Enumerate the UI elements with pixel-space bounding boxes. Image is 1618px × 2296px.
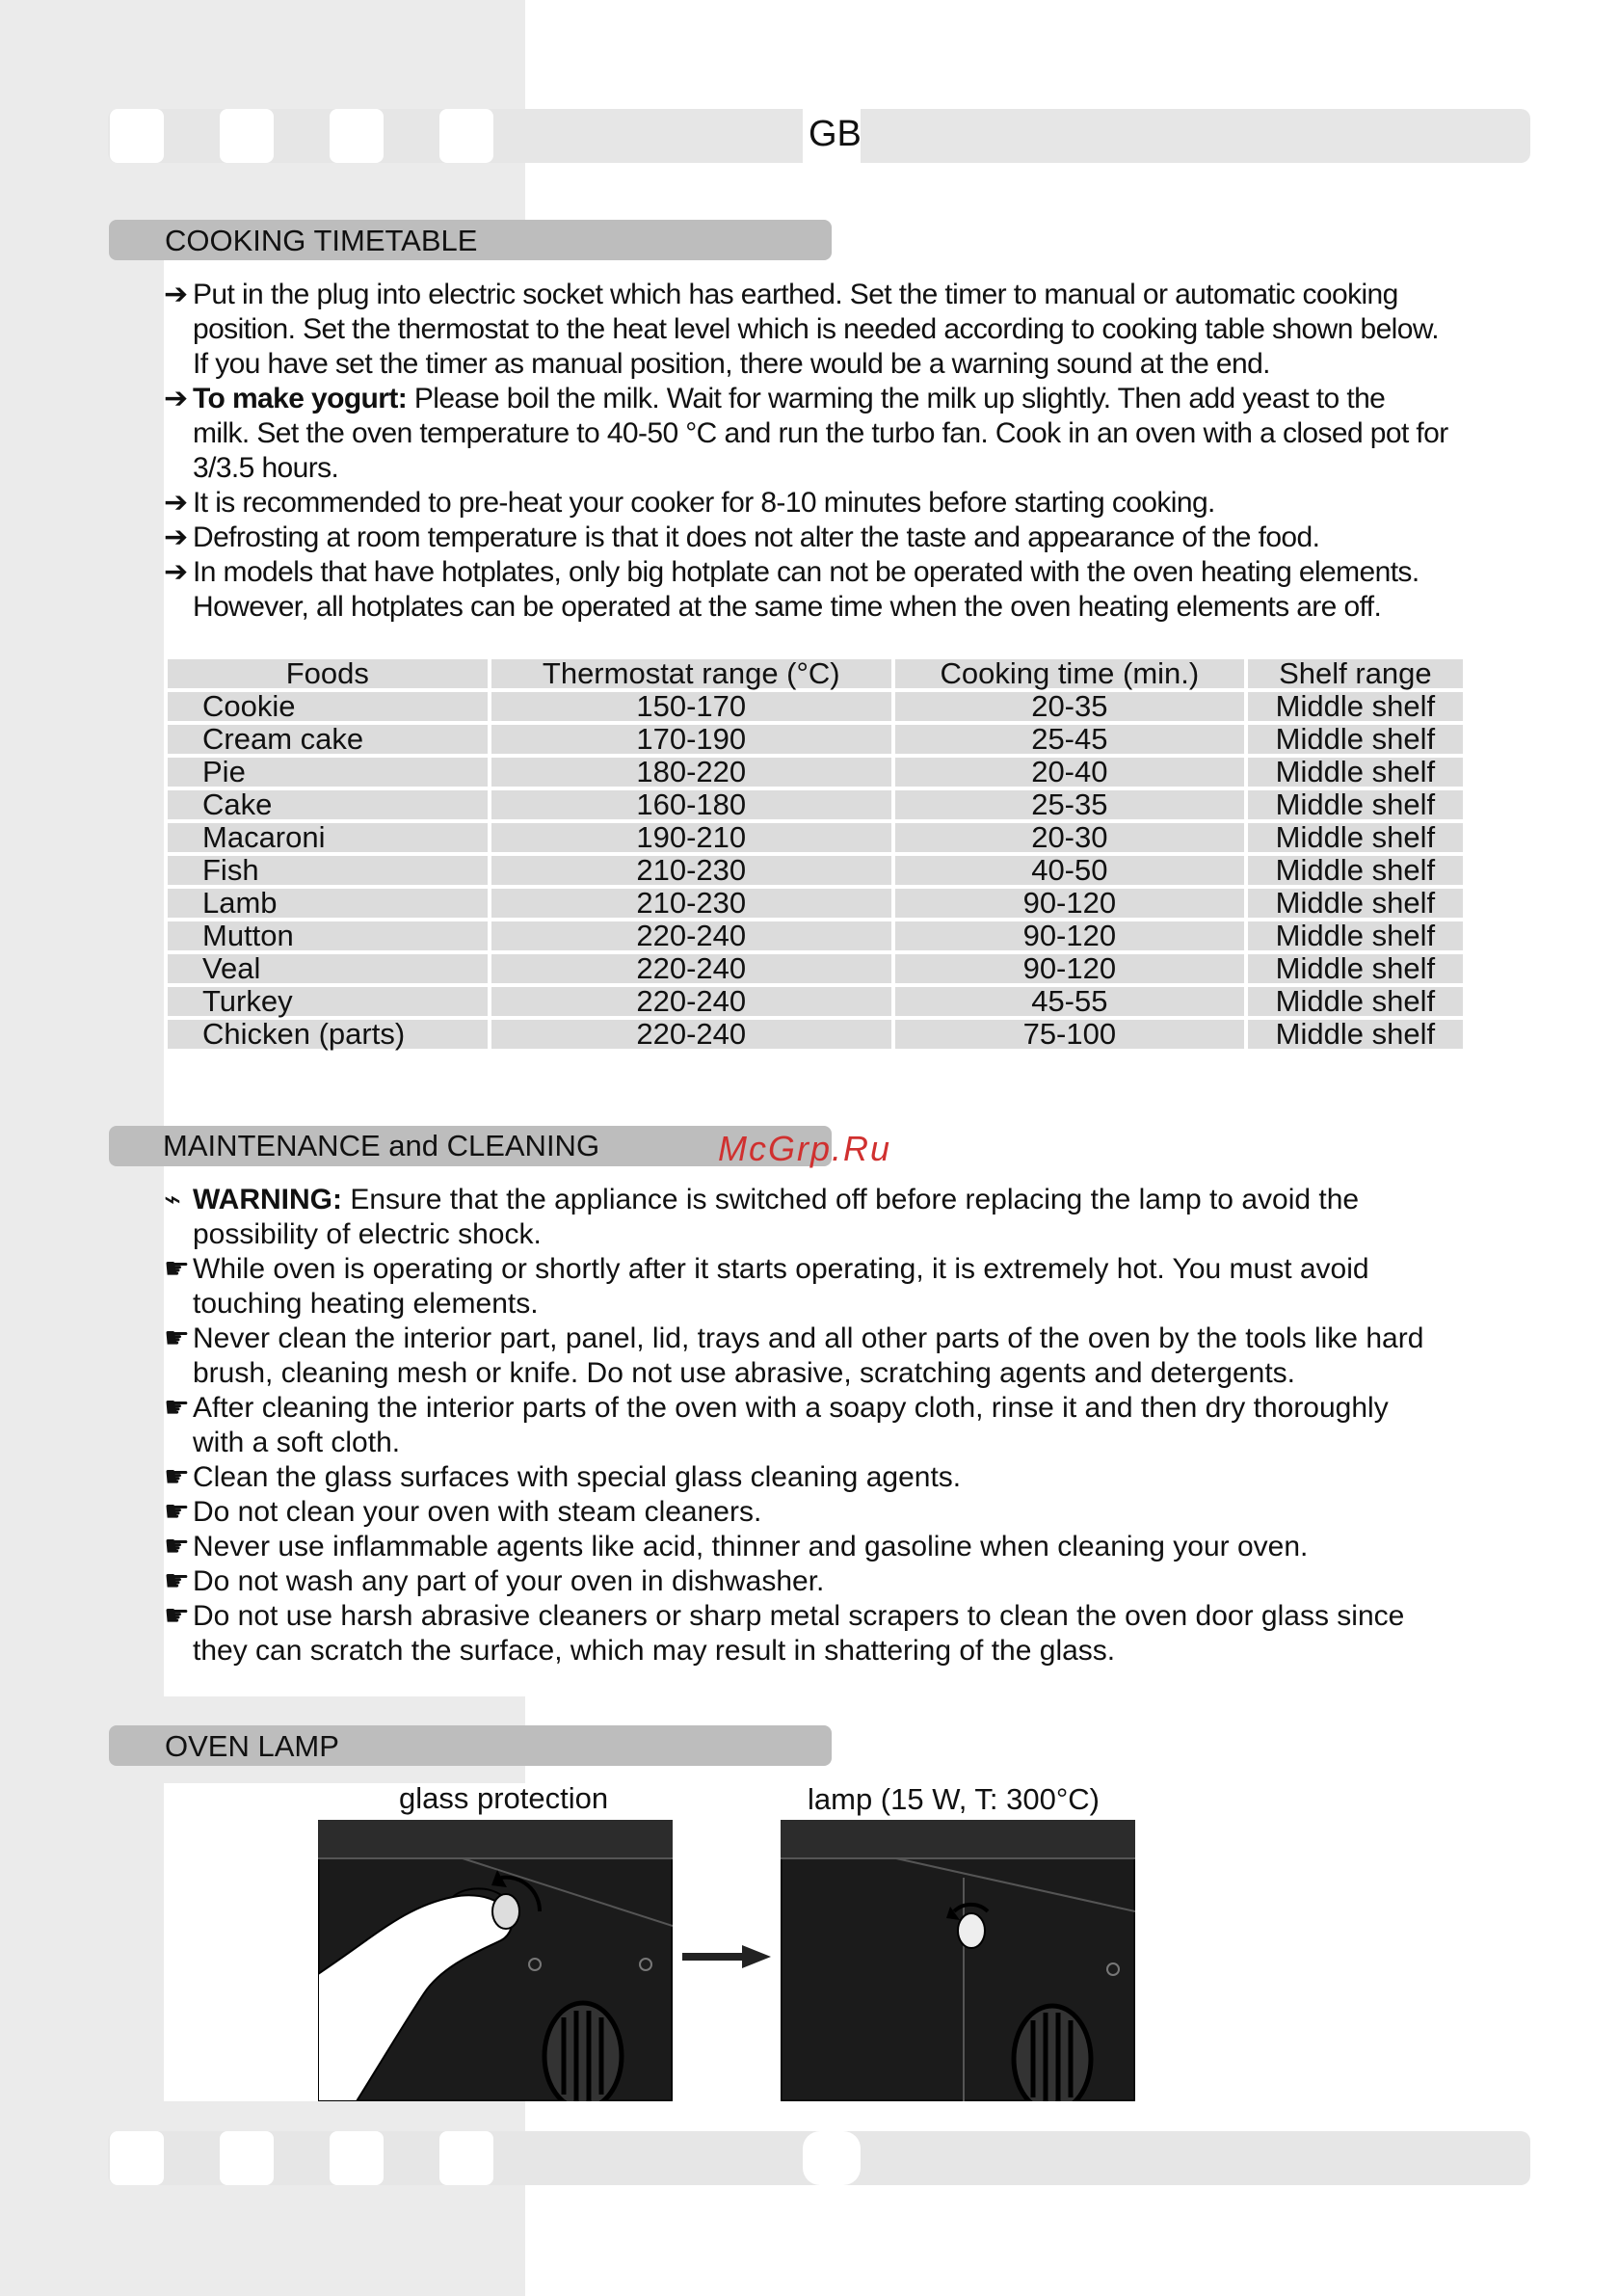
bullet-text: possibility of electric shock. xyxy=(193,1218,542,1250)
pointing-hand-icon: ☛ xyxy=(164,1600,190,1632)
section-title-maintenance: MAINTENANCE and CLEANING xyxy=(163,1129,600,1162)
table-cell: Middle shelf xyxy=(1246,920,1465,952)
bullet-text: with a soft cloth. xyxy=(193,1427,401,1458)
bullet-item xyxy=(164,1460,1532,1495)
bullet-line xyxy=(193,1217,1532,1252)
bullet-item xyxy=(164,1530,1532,1564)
pointing-hand-icon: ☛ xyxy=(164,1565,190,1597)
bullet-line xyxy=(193,382,1532,416)
table-body xyxy=(166,690,1465,1051)
table-header-row xyxy=(166,657,1465,690)
oven-lamp-illustration xyxy=(781,1820,1135,2101)
table-cell: Cream cake xyxy=(166,723,490,756)
bullet-item xyxy=(164,1564,1532,1599)
table-cell: 20-35 xyxy=(893,690,1246,723)
header-square xyxy=(330,109,384,163)
arrow-bullet-icon: ➔ xyxy=(164,556,188,588)
bullet-line xyxy=(193,590,1532,625)
bullet-line xyxy=(193,1426,1532,1460)
bullet-line xyxy=(193,1564,1532,1599)
bullet-text: Clean the glass surfaces with special glass cleaning agents. xyxy=(193,1461,962,1493)
table-cell: Lamb xyxy=(166,887,490,920)
table-cell: 210-230 xyxy=(490,887,893,920)
table-cell: 45-55 xyxy=(893,985,1246,1018)
bullet-line xyxy=(193,278,1532,312)
bullet-item xyxy=(164,1495,1532,1530)
table-cell: Middle shelf xyxy=(1246,854,1465,887)
bullet-line xyxy=(193,1183,1532,1217)
bullet-text: It is recommended to pre-heat your cooker for 8-10 minutes before starting cooking. xyxy=(193,487,1215,519)
oven-glass-protection-illustration xyxy=(318,1820,673,2101)
bullet-text: Defrosting at room temperature is that it does not alter the taste and appearance of the food. xyxy=(193,521,1320,553)
table-cell: 20-30 xyxy=(893,821,1246,854)
table-header-cell: Foods xyxy=(166,657,490,690)
cooking-instructions xyxy=(164,278,1532,625)
bullet-bold-lead: WARNING: xyxy=(193,1184,342,1215)
table-row xyxy=(166,723,1465,756)
table-cell: 25-45 xyxy=(893,723,1246,756)
bullet-text: position. Set the thermostat to the heat level which is needed according to cooking table shown below. xyxy=(193,313,1439,345)
bullet-item xyxy=(164,382,1532,486)
bullet-text: Never clean the interior part, panel, lid, trays and all other parts of the oven by the tools like hard xyxy=(193,1322,1424,1354)
bullet-line xyxy=(193,1634,1532,1669)
bullet-text: While oven is operating or shortly after it starts operating, it is extremely hot. You must avoid xyxy=(193,1253,1369,1285)
table-cell: Middle shelf xyxy=(1246,1018,1465,1051)
arrow-right-icon xyxy=(682,1945,771,1968)
header-square xyxy=(439,109,493,163)
bullet-text: After cleaning the interior parts of the oven with a soapy cloth, rinse it and then dry thoroughly xyxy=(193,1392,1389,1424)
bullet-line xyxy=(193,312,1532,347)
bullet-item xyxy=(164,1252,1532,1322)
table-cell: 40-50 xyxy=(893,854,1246,887)
table-cell: Middle shelf xyxy=(1246,887,1465,920)
table-cell: Mutton xyxy=(166,920,490,952)
table-row xyxy=(166,756,1465,788)
table-cell: Veal xyxy=(166,952,490,985)
table-row xyxy=(166,985,1465,1018)
table-cell: 90-120 xyxy=(893,952,1246,985)
table-cell: 160-180 xyxy=(490,788,893,821)
table-cell: Middle shelf xyxy=(1246,985,1465,1018)
table-cell: 220-240 xyxy=(490,1018,893,1051)
bullet-line xyxy=(193,1252,1532,1287)
bullet-line xyxy=(193,1460,1532,1495)
watermark: McGrp.Ru xyxy=(718,1129,892,1168)
bullet-line xyxy=(193,347,1532,382)
table-cell: 220-240 xyxy=(490,920,893,952)
table-cell: 210-230 xyxy=(490,854,893,887)
bullet-line xyxy=(193,1287,1532,1322)
bullet-item xyxy=(164,1599,1532,1669)
pointing-hand-icon: ☛ xyxy=(164,1496,190,1528)
footer-square xyxy=(439,2131,493,2185)
header-square xyxy=(110,109,164,163)
pointing-hand-icon: ☛ xyxy=(164,1253,190,1285)
arrow-bullet-icon: ➔ xyxy=(164,487,188,519)
arrow-bullet-icon: ➔ xyxy=(164,279,188,310)
bullet-item xyxy=(164,486,1532,521)
warning-icon: ⌁ xyxy=(164,1184,182,1215)
arrow-bullet-icon: ➔ xyxy=(164,521,188,553)
table-cell: Chicken (parts) xyxy=(166,1018,490,1051)
bullet-text: Please boil the milk. Wait for warming the milk up slightly. Then add yeast to the xyxy=(407,383,1386,414)
footer-square xyxy=(220,2131,274,2185)
table-cell: Pie xyxy=(166,756,490,788)
cooking-table xyxy=(164,655,1467,1053)
bullet-text: Do not clean your oven with steam cleaners. xyxy=(193,1496,762,1528)
language-code: GB xyxy=(809,114,862,154)
section-title-lamp: OVEN LAMP xyxy=(165,1729,339,1763)
table-cell: 220-240 xyxy=(490,952,893,985)
pointing-hand-icon: ☛ xyxy=(164,1392,190,1424)
bullet-text: touching heating elements. xyxy=(193,1288,539,1320)
table-cell: 75-100 xyxy=(893,1018,1246,1051)
table-cell: Middle shelf xyxy=(1246,756,1465,788)
bullet-line xyxy=(193,1530,1532,1564)
table-row xyxy=(166,821,1465,854)
bullet-item xyxy=(164,555,1532,625)
bullet-text: 3/3.5 hours. xyxy=(193,452,339,484)
table-cell: Middle shelf xyxy=(1246,821,1465,854)
bullet-text: Put in the plug into electric socket which has earthed. Set the timer to manual or automatic cooking xyxy=(193,279,1398,310)
table-header-cell: Cooking time (min.) xyxy=(893,657,1246,690)
table-cell: Turkey xyxy=(166,985,490,1018)
table-cell: Fish xyxy=(166,854,490,887)
bullet-text: Never use inflammable agents like acid, thinner and gasoline when cleaning your oven. xyxy=(193,1531,1309,1562)
bullet-text: However, all hotplates can be operated at the same time when the oven heating elements are off. xyxy=(193,591,1382,623)
header-square xyxy=(220,109,274,163)
table-cell: 25-35 xyxy=(893,788,1246,821)
bullet-line xyxy=(193,486,1532,521)
bullet-line xyxy=(193,521,1532,555)
table-row xyxy=(166,920,1465,952)
bullet-item xyxy=(164,521,1532,555)
table-row xyxy=(166,854,1465,887)
footer-square xyxy=(330,2131,384,2185)
bullet-item xyxy=(164,278,1532,382)
figure-label-glass-protection: glass protection xyxy=(399,1781,609,1815)
table-row xyxy=(166,788,1465,821)
table-cell: 220-240 xyxy=(490,985,893,1018)
table-row xyxy=(166,952,1465,985)
table-cell: Middle shelf xyxy=(1246,788,1465,821)
pointing-hand-icon: ☛ xyxy=(164,1322,190,1354)
bullet-line xyxy=(193,1495,1532,1530)
table-row xyxy=(166,1018,1465,1051)
bullet-text: Ensure that the appliance is switched off before replacing the lamp to avoid the xyxy=(341,1184,1360,1215)
pointing-hand-icon: ☛ xyxy=(164,1461,190,1493)
table-cell: Middle shelf xyxy=(1246,723,1465,756)
bullet-line xyxy=(193,1391,1532,1426)
bullet-bold-lead: To make yogurt: xyxy=(193,383,408,414)
bullet-item xyxy=(164,1322,1532,1391)
footer-square xyxy=(110,2131,164,2185)
table-cell: 90-120 xyxy=(893,887,1246,920)
figure-label-lamp: lamp (15 W, T: 300°C) xyxy=(808,1782,1100,1816)
table-cell: 190-210 xyxy=(490,821,893,854)
maintenance-instructions xyxy=(164,1183,1532,1669)
table-row xyxy=(166,690,1465,723)
bullet-text: Do not wash any part of your oven in dishwasher. xyxy=(193,1565,825,1597)
bullet-text: brush, cleaning mesh or knife. Do not use abrasive, scratching agents and detergents. xyxy=(193,1357,1295,1389)
table-header-cell: Thermostat range (°C) xyxy=(490,657,893,690)
section-title-cooking: COOKING TIMETABLE xyxy=(165,224,478,257)
bullet-item xyxy=(164,1183,1532,1252)
table-header-cell: Shelf range xyxy=(1246,657,1465,690)
arrow-bullet-icon: ➔ xyxy=(164,383,188,414)
bullet-line xyxy=(193,1599,1532,1634)
bullet-line xyxy=(193,416,1532,451)
bullet-item xyxy=(164,1391,1532,1460)
pointing-hand-icon: ☛ xyxy=(164,1531,190,1562)
bullet-line xyxy=(193,451,1532,486)
bullet-text: they can scratch the surface, which may result in shattering of the glass. xyxy=(193,1635,1116,1667)
table-cell: 170-190 xyxy=(490,723,893,756)
table-cell: Cake xyxy=(166,788,490,821)
table-cell: 90-120 xyxy=(893,920,1246,952)
bullet-line xyxy=(193,1356,1532,1391)
page-number-box xyxy=(803,2131,861,2185)
table-row xyxy=(166,887,1465,920)
table-cell: Macaroni xyxy=(166,821,490,854)
table-cell: 20-40 xyxy=(893,756,1246,788)
bullet-line xyxy=(193,555,1532,590)
bullet-text: milk. Set the oven temperature to 40-50 °C and run the turbo fan. Cook in an oven with a closed pot for xyxy=(193,417,1448,449)
table-cell: Cookie xyxy=(166,690,490,723)
table-cell: Middle shelf xyxy=(1246,952,1465,985)
bullet-text: In models that have hotplates, only big hotplate can not be operated with the oven heating elements. xyxy=(193,556,1419,588)
bullet-text: Do not use harsh abrasive cleaners or sharp metal scrapers to clean the oven door glass since xyxy=(193,1600,1405,1632)
table-cell: 180-220 xyxy=(490,756,893,788)
table-cell: Middle shelf xyxy=(1246,690,1465,723)
bullet-text: If you have set the timer as manual position, there would be a warning sound at the end. xyxy=(193,348,1270,380)
table-cell: 150-170 xyxy=(490,690,893,723)
bullet-line xyxy=(193,1322,1532,1356)
